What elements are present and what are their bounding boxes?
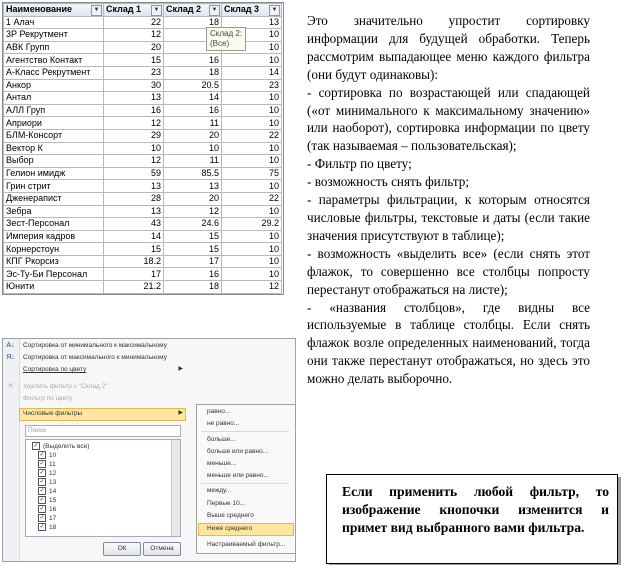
cell-name[interactable]: Грин стрит [4, 180, 104, 193]
cell-name[interactable]: Антал [4, 92, 104, 105]
cell-value[interactable]: 18 [164, 66, 222, 79]
cell-value[interactable]: 20 [164, 192, 222, 205]
cell-value[interactable]: 10 [222, 117, 282, 130]
cell-value[interactable]: 29 [104, 129, 164, 142]
column-header-warehouse-2 [164, 4, 222, 17]
cell-name[interactable]: Дженерапист [4, 192, 104, 205]
filter-dropdown-icon[interactable]: ▼ [151, 5, 162, 16]
submenu-item-custom-filter[interactable]: Настраиваемый фильтр... [207, 541, 286, 548]
cell-value[interactable]: 23 [222, 79, 282, 92]
cell-value[interactable]: 15 [104, 54, 164, 67]
cell-value[interactable]: 85.5 [164, 167, 222, 180]
submenu-item[interactable]: меньше или равно... [207, 472, 269, 479]
cell-value[interactable]: 13 [104, 92, 164, 105]
checkbox-item[interactable]: ✓ 15 [39, 497, 57, 504]
cell-value[interactable]: 11 [164, 155, 222, 168]
cell-value[interactable]: 59 [104, 167, 164, 180]
cell-value[interactable]: 20 [104, 41, 164, 54]
listbox-scrollbar[interactable] [171, 440, 180, 536]
table-row [4, 230, 282, 243]
column-header-name [4, 4, 104, 17]
table-row [4, 54, 282, 67]
submenu-item[interactable]: равно... [207, 408, 231, 415]
sort-descending-icon: Я↓ [6, 354, 15, 361]
submenu-footer [196, 539, 296, 554]
cell-value[interactable]: 18 [164, 16, 222, 29]
cell-value[interactable]: 14 [104, 230, 164, 243]
cell-value[interactable]: 22 [222, 192, 282, 205]
table-row [4, 281, 282, 294]
list-item: - сортировка по возрастающей или спадающей («от минимального к максимальному значению» или наоборот), сортировка информации по цвету (так называемая – пользовательская); [307, 84, 590, 154]
table-row [4, 66, 282, 79]
table-row [4, 92, 282, 105]
submenu-item[interactable]: больше или равно... [207, 448, 269, 455]
cell-value[interactable]: 12 [104, 29, 164, 42]
header-label: Наименование [6, 4, 73, 15]
list-item: - возможность «выделить все» (если снять этот флажок, то совершенно все столбцы попросту перестанут отображаться на листе); [307, 245, 590, 297]
checkbox-item[interactable]: ✓ 17 [39, 515, 57, 522]
cell-value[interactable]: 17 [104, 268, 164, 281]
list-item: - Фильтр по цвету; [307, 156, 412, 172]
cell-value[interactable]: 12 [104, 117, 164, 130]
cell-value[interactable]: 15 [104, 243, 164, 256]
table-row [4, 243, 282, 256]
cell-value[interactable]: 10 [222, 41, 282, 54]
cell-name[interactable]: 1 Алач [4, 16, 104, 29]
cell-value[interactable]: 13 [222, 16, 282, 29]
submenu-arrow-icon: ▶ [178, 410, 183, 416]
header-label: Склад 2 [166, 4, 202, 15]
cell-value[interactable]: 16 [164, 104, 222, 117]
cell-value[interactable]: 10 [222, 92, 282, 105]
cell-value[interactable]: 10 [222, 29, 282, 42]
checkbox-label: 10 [49, 452, 57, 459]
menu-item-clear-filter[interactable]: Удалить фильтр с "Склад 2" [23, 383, 108, 390]
cell-value[interactable]: 21.2 [104, 281, 164, 294]
table-row [4, 104, 282, 117]
cell-value[interactable]: 16 [164, 54, 222, 67]
clear-filter-icon: ✕ [7, 383, 14, 390]
cell-value[interactable]: 43 [104, 218, 164, 231]
checkbox-label: 15 [49, 497, 57, 504]
menu-item-sort-by-color[interactable]: Сортировка по цвету [23, 366, 87, 373]
cell-name[interactable]: Юнити [4, 281, 104, 294]
column-header-warehouse-1 [104, 4, 164, 17]
cell-value[interactable]: 10 [222, 268, 282, 281]
table-row [4, 142, 282, 155]
table-row [4, 218, 282, 231]
cell-value[interactable]: 17 [164, 255, 222, 268]
checkbox-label: 14 [49, 488, 57, 495]
cell-value[interactable]: 22 [222, 129, 282, 142]
cell-value[interactable]: 10 [222, 205, 282, 218]
header-row [4, 4, 282, 17]
cancel-button[interactable]: Отмена [143, 542, 181, 556]
filter-dropdown-icon[interactable]: ▼ [209, 5, 220, 16]
cell-value[interactable]: 10 [164, 142, 222, 155]
table-row [4, 129, 282, 142]
cell-value[interactable]: 10 [222, 155, 282, 168]
cell-value[interactable]: 20.5 [164, 79, 222, 92]
cell-value[interactable]: 30 [104, 79, 164, 92]
submenu-arrow-icon: ▶ [178, 366, 183, 372]
cell-value[interactable]: 12 [222, 281, 282, 294]
checkbox-select-all[interactable]: ✓ (Выделить все) [33, 443, 90, 450]
cell-name[interactable]: Агентство Контакт [4, 54, 104, 67]
checkbox-label: 17 [49, 515, 57, 522]
checkbox-item[interactable]: ✓ 14 [39, 488, 57, 495]
cell-name[interactable]: Корнерстоун [4, 243, 104, 256]
submenu-item[interactable]: меньше... [207, 460, 237, 467]
cell-name[interactable]: Империя кадров [4, 230, 104, 243]
cell-value[interactable]: 13 [164, 180, 222, 193]
cell-name[interactable]: Выбор [4, 155, 104, 168]
cell-name[interactable]: 3Р Рекрутмент [4, 29, 104, 42]
cell-value[interactable]: 22 [104, 16, 164, 29]
cell-name[interactable]: Гелион имидж [4, 167, 104, 180]
cell-value[interactable]: 10 [222, 255, 282, 268]
checkbox-item[interactable]: ✓ 18 [39, 524, 57, 531]
checkbox-label: (Выделить все) [43, 443, 90, 450]
checkbox-item[interactable]: ✓ 10 [39, 452, 57, 459]
tooltip-line: Склад 2: [210, 29, 243, 38]
cell-value[interactable]: 10 [222, 142, 282, 155]
list-item: - параметры фильтрации, к которым относятся числовые фильтры, текстовые и даты (если такие значения присутствуют в таблице); [307, 192, 590, 243]
submenu-item[interactable]: Первые 10... [207, 500, 246, 507]
cell-name[interactable]: Зест-Персонал [4, 218, 104, 231]
cell-name[interactable]: Анкор [4, 79, 104, 92]
submenu-item[interactable]: больше... [207, 436, 236, 443]
checkbox-label: 11 [49, 461, 56, 468]
cell-name[interactable]: Вектор К [4, 142, 104, 155]
submenu-item[interactable]: не равно... [207, 420, 240, 427]
checkbox-label: 18 [49, 524, 57, 531]
separator [201, 431, 289, 432]
checkbox-item[interactable]: ✓ 16 [39, 506, 57, 513]
filter-tooltip [206, 27, 246, 51]
search-input[interactable]: Поиск [25, 425, 181, 437]
table-row [4, 155, 282, 168]
intro-paragraph: Это значительно упростит сортировку информации для будущей обработки. Теперь рассмотрим выпадающее меню каждого фильтра (они будут одинаковы): [307, 13, 590, 82]
header-label: Склад 3 [224, 4, 260, 15]
values-listbox[interactable] [25, 439, 181, 537]
cell-value[interactable]: 14 [164, 92, 222, 105]
cell-value[interactable]: 10 [222, 104, 282, 117]
menu-item-sort-descending[interactable]: Сортировка от максимального к минимальному [23, 354, 167, 361]
cell-value[interactable]: 29.2 [222, 218, 282, 231]
cell-value[interactable]: 28 [104, 192, 164, 205]
cell-name[interactable]: Зебра [4, 205, 104, 218]
checkbox-label: 13 [49, 479, 57, 486]
cell-value[interactable]: 10 [104, 142, 164, 155]
cell-value[interactable]: 13 [104, 180, 164, 193]
ok-button[interactable]: ОК [103, 542, 141, 556]
menu-icon-gutter [3, 339, 20, 561]
checkbox-item[interactable]: ✓ 12 [39, 470, 57, 477]
table-row [4, 79, 282, 92]
menu-item-number-filters[interactable]: Числовые фильтры [23, 410, 83, 417]
cell-name[interactable]: АЛЛ Груп [4, 104, 104, 117]
menu-item-filter-by-color[interactable]: Фильтр по цвету [23, 395, 73, 402]
cell-name[interactable]: БЛМ-Консорт [4, 129, 104, 142]
checkbox-label: 16 [49, 506, 57, 513]
cell-value[interactable]: 13 [104, 205, 164, 218]
cell-value[interactable]: 18 [164, 281, 222, 294]
sort-ascending-icon: A↓ [6, 342, 15, 349]
cell-value[interactable]: 16 [164, 268, 222, 281]
checkbox-label: 12 [49, 470, 57, 477]
cell-name[interactable]: Эс-Ту-Би Персонал [4, 268, 104, 281]
table-row [4, 192, 282, 205]
description-text [307, 12, 590, 388]
table-row [4, 167, 282, 180]
submenu-item[interactable]: между... [207, 487, 232, 494]
submenu-item[interactable]: Выше среднего [207, 512, 254, 519]
table-row [4, 255, 282, 268]
cell-value[interactable]: 20 [164, 129, 222, 142]
menu-item-sort-ascending[interactable]: Сортировка от минимального к максимальному [23, 342, 167, 349]
table-row [4, 205, 282, 218]
cell-value[interactable]: 10 [222, 54, 282, 67]
table-row [4, 117, 282, 130]
cell-value[interactable]: 24.6 [164, 218, 222, 231]
tooltip-line: (Все) [210, 39, 230, 48]
cell-name[interactable]: Априори [4, 117, 104, 130]
table-row [4, 268, 282, 281]
checkbox-item[interactable]: ✓ 11 [39, 461, 56, 468]
list-item: - «названия столбцов», где видны все используемые в таблице столбцы. Если снять флажок возле определенных наименований, тогда они также перестанут отображаться, но здесь это можно делать выборочно. [307, 299, 590, 387]
header-label: Склад 1 [106, 4, 142, 15]
note-text: Если применить любой фильтр, то изображение кнопочки изменится и примет вид выбранного вами фильтра. [342, 484, 609, 535]
cell-value[interactable]: 16 [104, 104, 164, 117]
table-row [4, 180, 282, 193]
checkbox-item[interactable]: ✓ 13 [39, 479, 57, 486]
cell-value[interactable]: 12 [104, 155, 164, 168]
cell-value[interactable]: 11 [164, 117, 222, 130]
cell-name[interactable]: АВК Групп [4, 41, 104, 54]
cell-value[interactable]: 10 [222, 230, 282, 243]
cell-value[interactable]: 15 [164, 243, 222, 256]
list-item: - возможность снять фильтр; [307, 174, 469, 190]
filter-dropdown-icon[interactable]: ▼ [269, 5, 280, 16]
cell-name[interactable]: КПГ Ркорсиз [4, 255, 104, 268]
cell-value[interactable]: 14 [222, 66, 282, 79]
cell-name[interactable]: А-Класс Рекрутмент [4, 66, 104, 79]
number-filters-submenu [196, 404, 296, 540]
note-box [326, 474, 618, 564]
submenu-item-highlighted[interactable]: Ниже среднего [207, 525, 253, 532]
column-header-warehouse-3 [222, 4, 282, 17]
cell-value[interactable]: 15 [164, 230, 222, 243]
cell-value[interactable]: 18.2 [104, 255, 164, 268]
filter-dropdown-icon[interactable]: ▼ [91, 5, 102, 16]
cell-value[interactable]: 10 [222, 180, 282, 193]
separator [201, 483, 289, 484]
cell-value[interactable]: 75 [222, 167, 282, 180]
cell-value[interactable]: 23 [104, 66, 164, 79]
cell-value[interactable]: 10 [222, 243, 282, 256]
cell-value[interactable]: 12 [164, 205, 222, 218]
